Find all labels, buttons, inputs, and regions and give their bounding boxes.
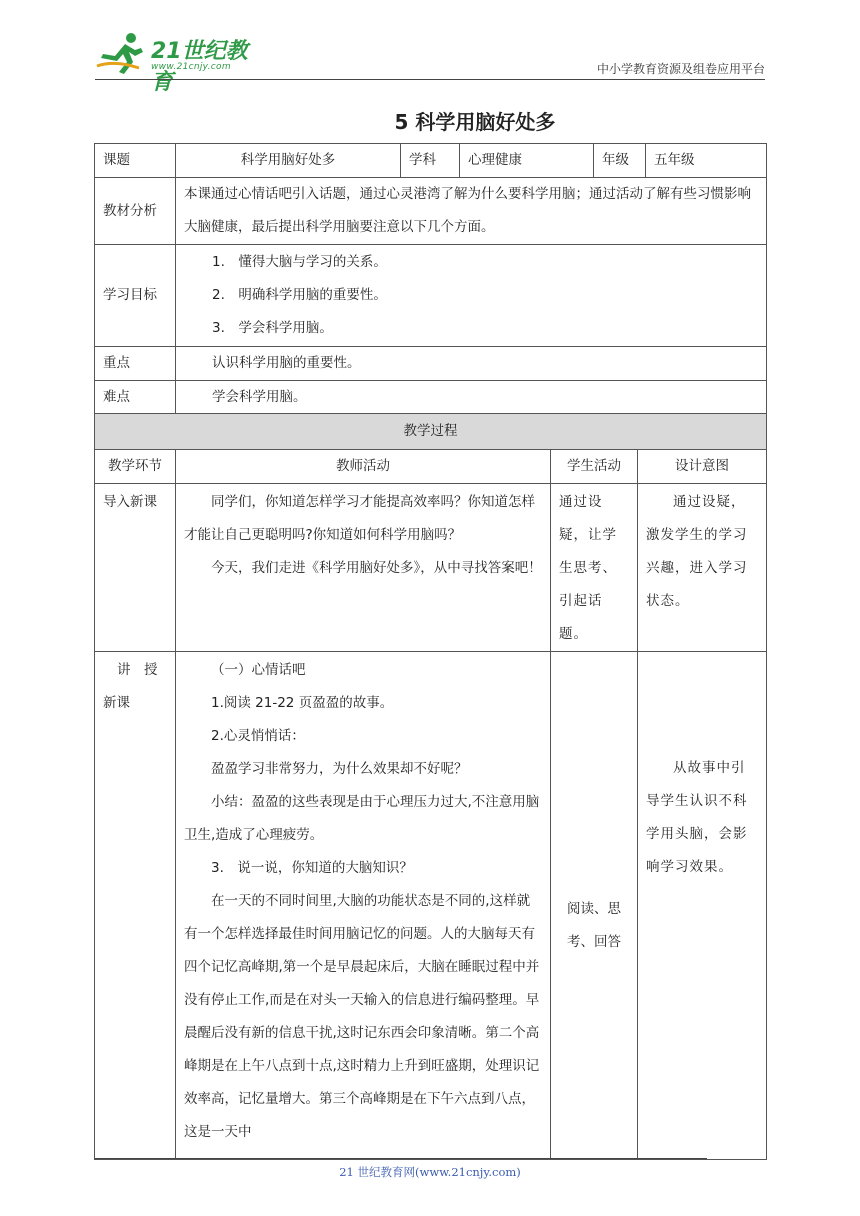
key-text: 认识科学用脑的重要性。 (176, 347, 767, 381)
lesson-stage (95, 652, 176, 1160)
lesson-stage-line: 讲 授 (117, 662, 158, 678)
teacher-paragraph: 小结：盈盈的这些表现是由于心理压力过大,不注意用脑卫生,造成了心理疲劳。 (184, 794, 540, 843)
column-header: 教师活动 (176, 450, 551, 484)
page-title: 5 科学用脑好处多 (394, 110, 556, 134)
analysis-text: 本课通过心情话吧引入话题，通过心灵港湾了解为什么要科学用脑；通过活动了解有些习惯影响大脑健康，最后提出科学用脑要注意以下几个方面。 (176, 178, 767, 245)
footer-text: 21 世纪教育网(www.21cnjy.com) (339, 1165, 521, 1179)
grade-value: 五年级 (646, 144, 767, 178)
teacher-paragraph: 在一天的不同时间里,大脑的功能状态是不同的,这样就有一个怎样选择最佳时间用脑记忆的问题。人的大脑每天有四个记忆高峰期,第一个是早晨起床后，大脑在睡眠过程中并没有停止工作,而是在对头一天输入的信息进行编码整理。早晨醒后没有新的信息干扰,这时记东西会印象清晰。第二个高峰期是在上午八点到十点,这时精力上升到旺盛期，处理识记效率高，记忆量增大。第三个高峰期是在下午六点到八点，这是一天中 (184, 893, 540, 1140)
key-label: 重点 (95, 347, 176, 381)
lesson-design: 从故事中引导学生认识不科学用头脑，会影响学习效果。 (638, 652, 767, 1160)
topic-value: 科学用脑好处多 (176, 144, 401, 178)
column-header: 设计意图 (638, 450, 767, 484)
subject-value: 心理健康 (460, 144, 594, 178)
teacher-paragraph: 3. 说一说，你知道的大脑知识？ (211, 860, 413, 876)
header-divider (95, 79, 765, 80)
footer-divider (95, 1158, 707, 1159)
lesson-student: 阅读、思考、回答 (551, 652, 638, 1160)
intro-stage: 导入新课 (95, 484, 176, 652)
teacher-paragraph: 盈盈学习非常努力，为什么效果却不好呢？ (211, 761, 468, 777)
goal-item: 2. 明确科学用脑的重要性。 (212, 287, 387, 303)
grade-label: 年级 (594, 144, 646, 178)
teacher-paragraph: 同学们，你知道怎样学习才能提高效率吗？你知道怎样才能让自己更聪明吗?你知道如何科学用脑吗？ (184, 494, 535, 543)
process-table (94, 413, 767, 1160)
intro-design: 通过设疑，激发学生的学习兴趣，进入学习状态。 (638, 484, 767, 652)
lesson-stage-line: 新课 (103, 695, 130, 711)
logo-text: 21世纪教育 (151, 39, 248, 95)
goals-list (176, 245, 767, 347)
column-header: 教学环节 (95, 450, 176, 484)
difficulty-label: 难点 (95, 381, 176, 415)
topic-label: 课题 (95, 144, 176, 178)
goal-item: 3. 学会科学用脑。 (212, 320, 333, 336)
teacher-paragraph: 1.阅读 21-22 页盈盈的故事。 (211, 695, 394, 711)
analysis-label: 教材分析 (95, 178, 176, 245)
page-header (95, 30, 765, 95)
subject-label: 学科 (401, 144, 460, 178)
logo (95, 30, 265, 95)
difficulty-text: 学会科学用脑。 (176, 381, 767, 415)
lesson-info-table (94, 143, 767, 415)
intro-student: 通过设疑，让学生思考、引起话题。 (551, 484, 638, 652)
runner-logo-icon (95, 30, 151, 76)
logo-url: www.21cnjy.com (151, 62, 231, 72)
column-header: 学生活动 (551, 450, 638, 484)
process-heading: 教学过程 (95, 414, 767, 450)
goals-label: 学习目标 (95, 245, 176, 347)
goal-item: 1. 懂得大脑与学习的关系。 (212, 254, 387, 270)
intro-teacher (176, 484, 551, 652)
platform-name: 中小学教育资源及组卷应用平台 (596, 62, 765, 76)
teacher-paragraph: （一）心情话吧 (211, 662, 306, 678)
lesson-teacher (176, 652, 551, 1160)
teacher-paragraph: 2.心灵悄悄话： (211, 728, 305, 744)
teacher-paragraph: 今天，我们走进《科学用脑好处多》，从中寻找答案吧！ (211, 560, 542, 576)
